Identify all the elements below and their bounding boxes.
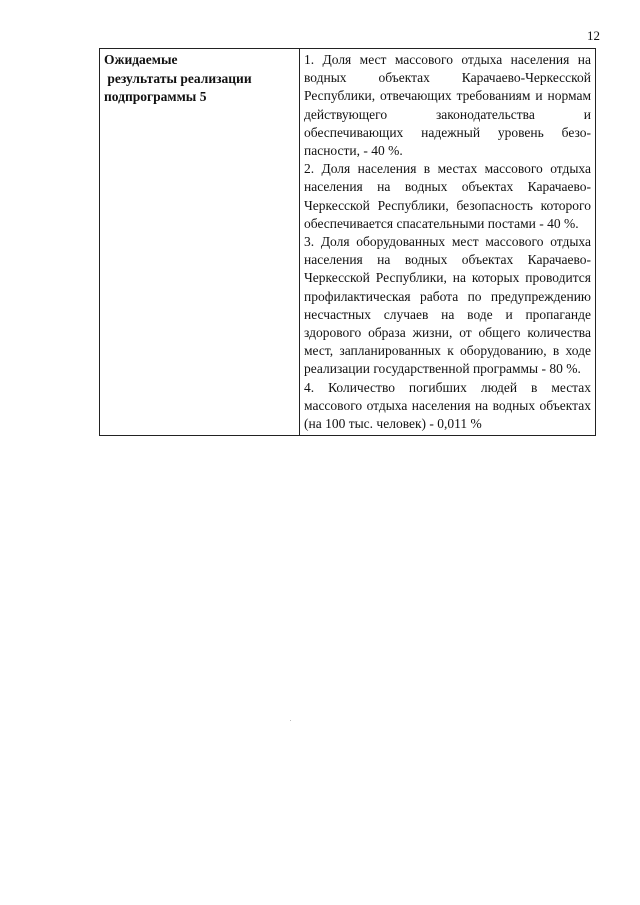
table-row <box>100 49 596 436</box>
results-table <box>99 48 596 436</box>
result-item-4: 4. Количество погибших людей в местах массового отдыха населения на водных объектах (на 100 тыс. человек) - 0,011 % <box>304 379 591 432</box>
result-item-1: 1. Доля мест массового отдыха населения на водных объектах Карачаево-Черкесской Республики, отвечающих требованиям и нормам действующего законодательства и обеспечивающих надежный уровень безопасности, - 40 %. <box>304 52 591 159</box>
scan-speck <box>290 720 291 721</box>
label-line: подпрограммы 5 <box>104 89 207 104</box>
page-number: 12 <box>587 28 600 43</box>
label-line: Ожидаемые <box>104 52 178 67</box>
label-line: результаты реализации <box>104 70 252 86</box>
result-item-2: 2. Доля населения в местах массового отдыха населения на водных объектах Карачаево-Черкесской Республики, безопасность которого обеспечивается спасательными постами - 40 %. <box>304 161 591 231</box>
result-item-3: 3. Доля оборудованных мест массового отдыха населения на водных объектах Карачаево-Черкесской Республики, на которых проводится профилактическая работа по предупреждению несчастных случаев на воде и пропаганде здорового образа жизни, от общего количества мест, запланированных к оборудованию, в ходе реализации государственной программы - 80 %. <box>304 234 591 377</box>
label-cell <box>100 49 300 436</box>
content-cell <box>300 49 596 436</box>
